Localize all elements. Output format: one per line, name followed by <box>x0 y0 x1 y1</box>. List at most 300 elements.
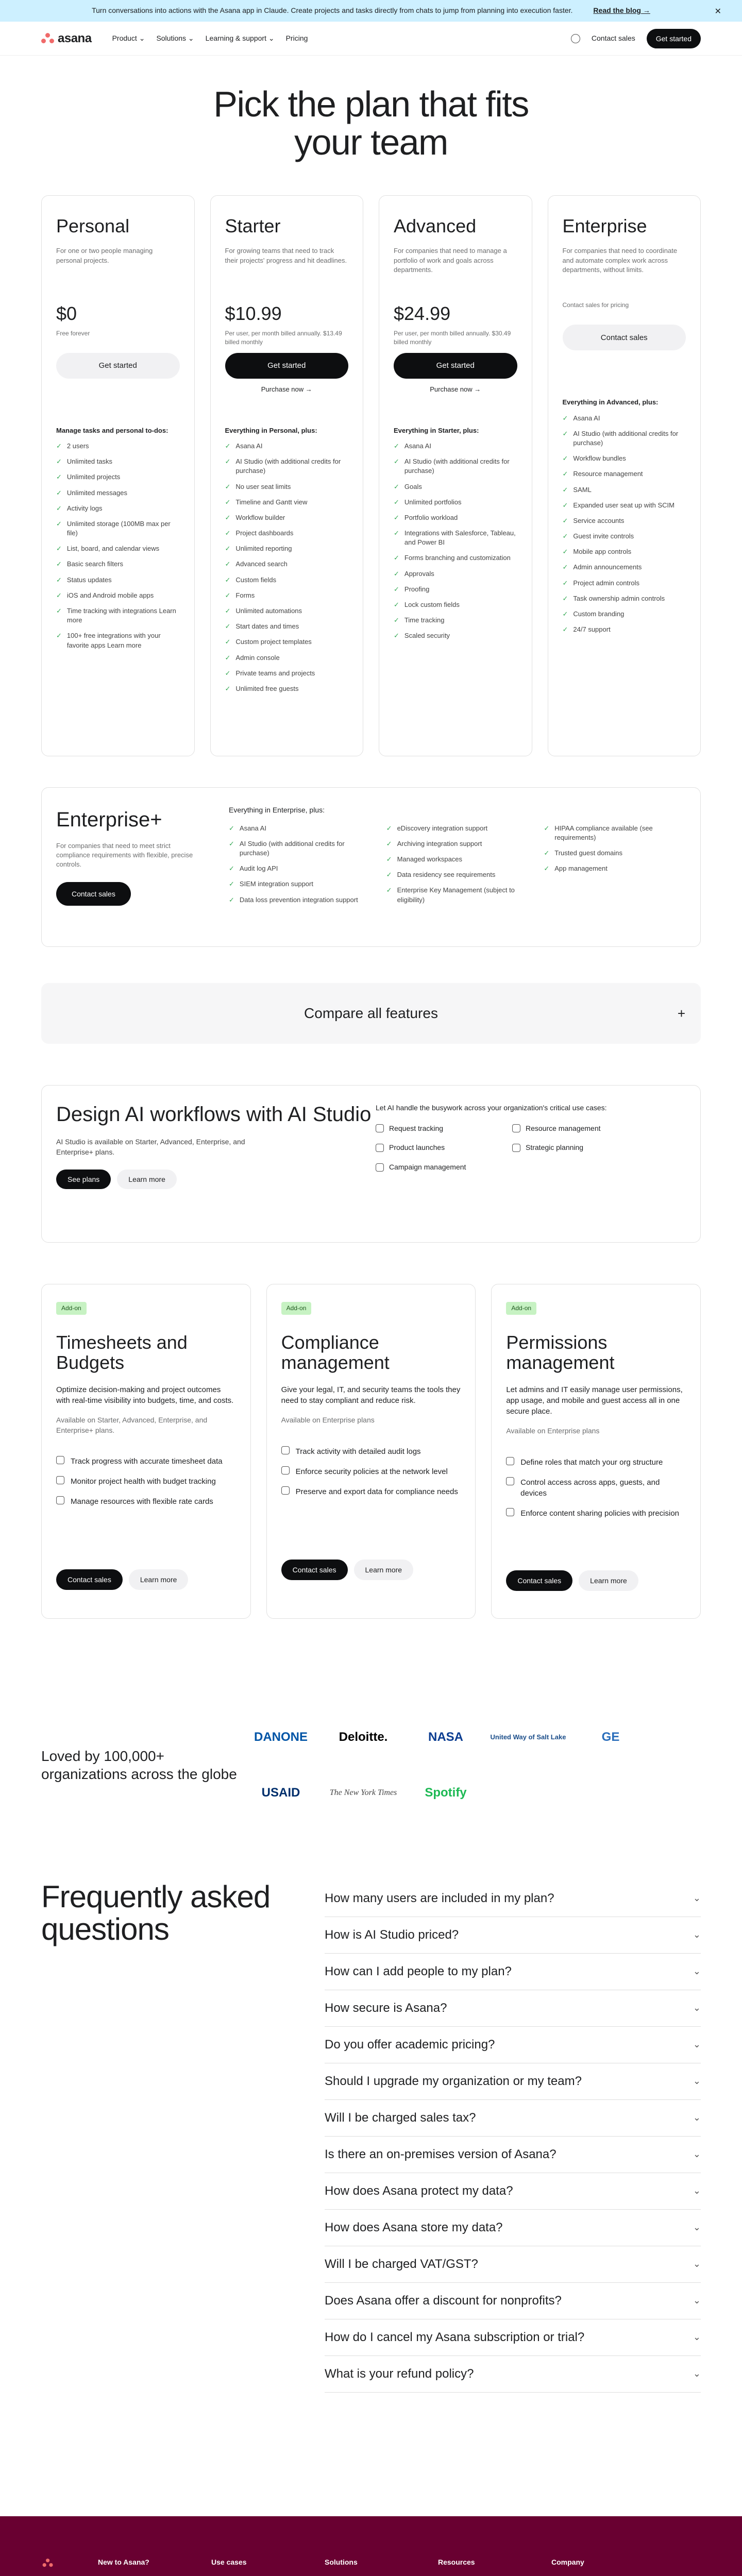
plan-feature <box>56 606 180 625</box>
feature-icon <box>506 1477 514 1485</box>
plan-feature <box>56 560 180 569</box>
addon-desc: Optimize decision-making and project outcomes with real-time visibility into budgets, time, and costs. <box>56 1385 234 1405</box>
plan-feature <box>563 516 686 526</box>
plan-feature <box>563 547 686 556</box>
chevron-down-icon: ⌄ <box>693 2259 701 2269</box>
plan-feature-label: Unlimited free guests <box>235 684 299 692</box>
addon-feature <box>506 1477 686 1499</box>
enterprise-plus-col1 <box>229 824 371 911</box>
faq-question: How many users are included in my plan? <box>325 1891 554 1906</box>
plan-feature <box>225 560 349 569</box>
plan-feature <box>563 485 686 495</box>
feature-icon <box>281 1446 290 1454</box>
check-icon: ✓ <box>225 545 231 553</box>
top-nav <box>0 22 742 56</box>
logo-text: asana <box>58 31 92 45</box>
addon-card <box>491 1284 701 1619</box>
plan-feature <box>225 669 349 678</box>
faq-item[interactable] <box>325 2210 701 2246</box>
check-icon: ✓ <box>225 482 231 490</box>
faq-question: Is there an on-premises version of Asana? <box>325 2147 556 2162</box>
plan-feature-label: Unlimited tasks <box>66 457 113 466</box>
check-icon: ✓ <box>562 470 568 478</box>
customer-logo: USAID <box>261 1786 300 1800</box>
ep-feature <box>229 879 371 889</box>
plan-feature <box>563 454 686 463</box>
addon-tag: Add-on <box>506 1302 536 1315</box>
addon-feature-label: Define roles that match your org structure <box>520 1458 663 1467</box>
plan-feature <box>225 591 349 600</box>
plan-feature-label: Guest invite controls <box>573 532 634 540</box>
plan-feature-label: Goals <box>404 482 422 490</box>
check-icon: ✓ <box>225 457 231 466</box>
check-icon: ✓ <box>394 554 399 562</box>
check-icon: ✓ <box>386 886 392 894</box>
plan-feature-label: Project dashboards <box>235 529 294 537</box>
plan-feature <box>225 544 349 553</box>
check-icon: ✓ <box>56 575 62 584</box>
faq-item[interactable] <box>325 2283 701 2319</box>
customer-logo: United Way of Salt Lake <box>490 1733 566 1741</box>
plan-price-note: Free forever <box>56 329 90 337</box>
chevron-down-icon: ⌄ <box>693 2039 701 2050</box>
footer-asana-logo-icon[interactable] <box>43 2558 54 2568</box>
ai-studio-desc: AI Studio is available on Starter, Advanced, Enterprise, and Enterprise+ plans. <box>56 1138 245 1156</box>
compare-label: Compare all features <box>304 1005 438 1022</box>
plan-feature-label: Custom project templates <box>235 638 312 646</box>
plan-feature-title: Everything in Advanced, plus: <box>562 398 659 406</box>
ep-feature-label: Data residency see requirements <box>397 871 496 879</box>
plan-feature-label: AI Studio (with additional credits for purchase) <box>235 457 341 475</box>
ep-feature <box>386 855 529 864</box>
check-icon: ✓ <box>225 684 231 692</box>
plan-feature <box>225 529 349 538</box>
check-icon: ✓ <box>562 594 568 602</box>
check-icon: ✓ <box>562 485 568 494</box>
plan-feature-label: Asana AI <box>235 442 263 450</box>
enterprise-plus-card <box>41 787 701 947</box>
ep-feature <box>386 886 529 904</box>
faq-item[interactable] <box>325 2356 701 2393</box>
check-icon: ✓ <box>394 457 399 466</box>
plan-feature-label: Forms <box>235 591 255 599</box>
check-icon: ✓ <box>225 575 231 584</box>
customer-logo: Deloitte. <box>339 1730 388 1744</box>
purchase-now-link <box>56 385 180 395</box>
ep-feature <box>229 895 371 905</box>
asana-dots-icon <box>41 33 55 44</box>
addon-feature <box>281 1446 461 1457</box>
faq-item[interactable] <box>325 2137 701 2173</box>
chevron-down-icon: ⌄ <box>693 2368 701 2379</box>
plan-feature-title: Everything in Starter, plus: <box>394 426 479 434</box>
plan-desc: For one or two people managing personal projects. <box>56 247 153 264</box>
plan-feature-label: iOS and Android mobile apps <box>66 591 154 599</box>
faq-item[interactable] <box>325 2027 701 2063</box>
usecase-icon <box>376 1144 384 1152</box>
purchase-now-link[interactable]: Purchase now → <box>430 385 481 393</box>
plan-price: $0 <box>56 303 77 325</box>
addon-availability: Available on Enterprise plans <box>281 1415 375 1424</box>
check-icon: ✓ <box>56 545 62 553</box>
ai-studio-card <box>41 1085 701 1243</box>
plan-feature-label: Timeline and Gantt view <box>235 498 308 506</box>
usecase-icon <box>376 1163 384 1172</box>
check-icon: ✓ <box>394 482 399 490</box>
faq-list <box>325 1880 701 2393</box>
faq-item[interactable] <box>325 2100 701 2137</box>
plan-cta-button[interactable]: Get started <box>56 353 180 379</box>
faq-item[interactable] <box>325 1917 701 1954</box>
plan-card-enterprise <box>548 195 701 756</box>
addon-title: Permissions management <box>506 1331 615 1374</box>
enterprise-plus-col3 <box>544 824 686 911</box>
addon-availability: Available on Enterprise plans <box>506 1426 600 1435</box>
compare-features-toggle[interactable] <box>41 983 701 1044</box>
plan-feature-label: Scaled security <box>404 632 450 640</box>
globe-icon[interactable] <box>571 34 580 43</box>
check-icon: ✓ <box>56 632 62 640</box>
plan-feature <box>563 579 686 588</box>
plan-feature-label: Admin console <box>235 653 280 662</box>
enterprise-plus-contact-button[interactable]: Contact sales <box>56 882 131 906</box>
faq-item[interactable] <box>325 1954 701 1990</box>
plan-feature <box>225 606 349 616</box>
plan-feature-label: Status updates <box>66 575 112 584</box>
check-icon: ✓ <box>56 473 62 481</box>
usecase-item <box>512 1124 633 1134</box>
faq-section <box>0 1880 742 2393</box>
plan-feature <box>56 631 180 650</box>
faq-question: Will I be charged sales tax? <box>325 2111 476 2125</box>
plan-feature-label: Admin announcements <box>573 563 642 571</box>
nav-contact-sales[interactable]: Contact sales <box>591 33 635 42</box>
chevron-down-icon: ⌄ <box>693 2112 701 2123</box>
check-icon: ✓ <box>562 454 568 463</box>
check-icon: ✓ <box>225 622 231 631</box>
plan-feature <box>394 513 517 522</box>
plan-feature <box>225 575 349 585</box>
plan-feature <box>394 529 517 547</box>
check-icon: ✓ <box>394 585 399 593</box>
ep-feature <box>544 824 686 842</box>
ep-feature-label: Data loss prevention integration support <box>239 895 358 904</box>
plan-feature-label: SAML <box>573 485 592 494</box>
banner-link[interactable]: Read the blog → <box>593 6 650 15</box>
nav-solutions[interactable]: Solutions ⌄ <box>156 33 194 42</box>
addon-title: Timesheets and Budgets <box>56 1331 188 1374</box>
ai-learn-more-button[interactable]: Learn more <box>117 1170 177 1189</box>
plan-feature <box>56 519 180 538</box>
ep-feature-label: App management <box>554 865 608 873</box>
faq-item[interactable] <box>325 2063 701 2100</box>
faq-question: How do I cancel my Asana subscription or trial? <box>325 2330 585 2345</box>
check-icon: ✓ <box>544 849 550 857</box>
addon-feature <box>281 1486 461 1497</box>
ep-feature-label: Audit log API <box>239 865 278 873</box>
check-icon: ✓ <box>56 591 62 599</box>
plan-feature-label: Portfolio workload <box>404 513 458 521</box>
ep-feature-label: Enterprise Key Management (subject to eligibility) <box>397 886 515 904</box>
addon-feature-label: Manage resources with flexible rate cards <box>71 1497 213 1506</box>
faq-item[interactable] <box>325 1990 701 2027</box>
faq-item[interactable] <box>325 2319 701 2356</box>
addon-feature <box>56 1496 236 1507</box>
customer-logo: NASA <box>428 1730 463 1744</box>
addon-contact-button[interactable]: Contact sales <box>281 1560 348 1580</box>
plan-feature <box>394 585 517 594</box>
addon-feature-label: Control access across apps, guests, and devices <box>520 1478 660 1498</box>
check-icon: ✓ <box>394 569 399 578</box>
addon-contact-button[interactable]: Contact sales <box>506 1570 572 1591</box>
feature-icon <box>281 1466 290 1475</box>
plan-cta-button[interactable]: Contact sales <box>563 325 686 350</box>
check-icon: ✓ <box>56 560 62 568</box>
plan-name: Enterprise <box>562 215 647 236</box>
check-icon: ✓ <box>394 632 399 640</box>
ep-feature-label: Archiving integration support <box>397 839 482 848</box>
footer-column-heading: New to Asana? <box>98 2558 149 2566</box>
plan-feature <box>563 532 686 541</box>
footer-column-heading: Solutions <box>325 2558 358 2566</box>
chevron-down-icon: ⌄ <box>693 2003 701 2013</box>
plan-feature <box>563 625 686 634</box>
plan-feature-label: 2 users <box>66 442 89 450</box>
faq-item[interactable] <box>325 1880 701 1917</box>
nav-get-started-button[interactable]: Get started <box>647 29 701 48</box>
plan-feature-label: Asana AI <box>573 414 600 422</box>
ep-feature-label: SIEM integration support <box>239 880 313 888</box>
chevron-down-icon: ⌄ <box>693 2295 701 2306</box>
logo-grid <box>240 1722 652 1808</box>
plan-feature <box>563 469 686 479</box>
plan-feature-label: Workflow builder <box>235 513 285 521</box>
check-icon: ✓ <box>225 513 231 521</box>
check-icon: ✓ <box>229 895 234 904</box>
ep-feature-label: HIPAA compliance available (see requirements) <box>554 824 653 841</box>
addon-learn-more-button[interactable]: Learn more <box>129 1569 189 1590</box>
plan-feature-title: Manage tasks and personal to-dos: <box>56 426 168 434</box>
check-icon: ✓ <box>229 865 234 873</box>
plan-feature-label: Unlimited automations <box>235 607 302 615</box>
plan-feature-label: Forms branching and customization <box>404 554 511 562</box>
check-icon: ✓ <box>225 638 231 646</box>
plan-feature <box>394 569 517 579</box>
asana-logo[interactable] <box>41 30 92 47</box>
plan-name: Advanced <box>394 215 477 236</box>
usecase-label: Resource management <box>526 1124 601 1132</box>
check-icon: ✓ <box>394 616 399 624</box>
faq-question: Does Asana offer a discount for nonprofits? <box>325 2294 562 2308</box>
check-icon: ✓ <box>229 880 234 888</box>
check-icon: ✓ <box>394 513 399 521</box>
see-plans-button[interactable]: See plans <box>56 1170 111 1189</box>
check-icon: ✓ <box>394 529 399 537</box>
addon-feature-label: Track activity with detailed audit logs <box>295 1447 421 1456</box>
plan-desc: For companies that need to manage a portfolio of work and goals across departments. <box>394 247 507 274</box>
plan-desc: For growing teams that need to track their projects' progress and hit deadlines. <box>225 247 347 264</box>
footer-column <box>325 2557 438 2576</box>
plan-feature <box>394 600 517 609</box>
ep-feature-label: AI Studio (with additional credits for purchase) <box>239 839 345 857</box>
check-icon: ✓ <box>562 579 568 587</box>
chevron-down-icon: ⌄ <box>693 1893 701 1904</box>
plan-feature-label: Unlimited messages <box>66 488 127 497</box>
usecase-label: Strategic planning <box>526 1143 584 1152</box>
chevron-down-icon: ⌄ <box>693 1929 701 1940</box>
addon-title: Compliance management <box>281 1331 390 1374</box>
check-icon: ✓ <box>562 429 568 437</box>
close-icon[interactable]: ✕ <box>714 7 721 16</box>
feature-icon <box>281 1486 290 1495</box>
addon-learn-more-button[interactable]: Learn more <box>354 1560 414 1580</box>
footer-column <box>98 2557 211 2576</box>
plan-name: Personal <box>56 215 130 236</box>
ep-feature <box>386 870 529 879</box>
chevron-down-icon: ⌄ <box>693 2185 701 2196</box>
plan-feature-label: Time tracking with integrations Learn more <box>66 607 176 624</box>
plan-feature-label: No user seat limits <box>235 482 291 490</box>
check-icon: ✓ <box>225 442 231 450</box>
plan-card-advanced <box>379 195 532 756</box>
plan-feature <box>225 622 349 631</box>
plan-card-starter <box>210 195 364 756</box>
plan-feature-label: Approvals <box>404 569 434 578</box>
enterprise-plus-desc: For companies that need to meet strict compliance requirements with flexible, precise controls. <box>56 842 193 869</box>
plan-feature <box>563 429 686 448</box>
purchase-now-link[interactable]: Purchase now → <box>261 385 312 393</box>
faq-title: Frequently asked questions <box>41 1879 271 1946</box>
addon-tag: Add-on <box>56 1302 87 1315</box>
plan-feature-label: Activity logs <box>66 504 103 512</box>
nav-pricing[interactable]: Pricing <box>285 33 308 42</box>
plan-feature-label: Mobile app controls <box>573 548 632 556</box>
plan-cta-button[interactable]: Get started <box>225 353 349 379</box>
addon-learn-more-button[interactable]: Learn more <box>579 1570 638 1591</box>
plan-feature <box>225 684 349 693</box>
plan-price-note: Per user, per month billed annually. $13.49 billed monthly <box>225 329 342 346</box>
plan-feature <box>225 482 349 492</box>
plan-feature-label: Workflow bundles <box>573 454 626 463</box>
ep-feature <box>386 824 529 833</box>
usecase-label: Campaign management <box>389 1162 466 1171</box>
usecase-label: Product launches <box>389 1143 445 1152</box>
plan-feature-label: Custom branding <box>573 610 625 618</box>
plan-feature <box>563 594 686 603</box>
check-icon: ✓ <box>562 548 568 556</box>
check-icon: ✓ <box>562 532 568 540</box>
faq-question: How can I add people to my plan? <box>325 1964 512 1979</box>
plan-feature <box>225 498 349 507</box>
customer-logo: GE <box>601 1730 620 1744</box>
plan-feature-label: Integrations with Salesforce, Tableau, and Power BI <box>404 529 516 547</box>
feature-icon <box>56 1456 64 1464</box>
check-icon: ✓ <box>56 457 62 466</box>
check-icon: ✓ <box>394 442 399 450</box>
banner-text: Turn conversations into actions with the Asana app in Claude. Create projects and tasks directly from chats to jump from planning into execution faster. <box>92 6 573 15</box>
faq-question: What is your refund policy? <box>325 2367 474 2381</box>
nav-product[interactable]: Product ⌄ <box>112 33 145 42</box>
plan-feature-label: AI Studio (with additional credits for purchase) <box>404 457 510 475</box>
ep-feature-label: eDiscovery integration support <box>397 824 488 832</box>
ep-feature <box>386 839 529 849</box>
check-icon: ✓ <box>225 498 231 506</box>
plan-feature <box>56 488 180 498</box>
plan-feature-label: Unlimited projects <box>66 473 121 481</box>
plan-feature-label: Service accounts <box>573 516 625 524</box>
plan-feature <box>56 575 180 585</box>
enterprise-plus-title: Enterprise+ <box>56 808 162 831</box>
plan-feature <box>563 609 686 619</box>
addon-desc: Let admins and IT easily manage user permissions, app usage, and mobile and guest access all in one secure place. <box>506 1385 683 1416</box>
usecase-item <box>512 1143 633 1153</box>
check-icon: ✓ <box>562 610 568 618</box>
customer-logos-section <box>0 1722 742 1808</box>
addon-feature <box>56 1456 236 1467</box>
feature-icon <box>506 1457 514 1465</box>
plan-feature-label: 100+ free integrations with your favorite apps Learn more <box>66 632 161 649</box>
plan-feature <box>225 513 349 522</box>
faq-item[interactable] <box>325 2173 701 2210</box>
plan-feature-label: Expanded user seat up with SCIM <box>573 501 674 509</box>
plans-grid <box>0 195 742 756</box>
plan-feature <box>394 498 517 507</box>
ep-feature <box>229 839 371 858</box>
faq-question: Will I be charged VAT/GST? <box>325 2257 478 2272</box>
addon-feature <box>56 1476 236 1487</box>
plan-price: $24.99 <box>394 303 451 325</box>
plan-feature-label: Custom fields <box>235 575 277 584</box>
footer-column-heading: Use cases <box>211 2558 247 2566</box>
plan-feature <box>56 442 180 451</box>
ep-feature <box>544 864 686 873</box>
faq-question: Should I upgrade my organization or my team? <box>325 2074 582 2089</box>
footer-column-heading: Resources <box>438 2558 475 2566</box>
usecase-icon <box>512 1144 520 1152</box>
nav-learning[interactable]: Learning & support ⌄ <box>205 33 275 42</box>
plan-feature-label: AI Studio (with additional credits for purchase) <box>573 429 679 447</box>
faq-question: How secure is Asana? <box>325 2001 447 2015</box>
check-icon: ✓ <box>386 824 392 832</box>
addon-contact-button[interactable]: Contact sales <box>56 1569 123 1590</box>
ai-studio-title: Design AI workflows with AI Studio <box>56 1103 372 1126</box>
faq-item[interactable] <box>325 2246 701 2283</box>
customer-logo: Spotify <box>425 1786 467 1800</box>
plan-feature <box>56 591 180 600</box>
plan-price-note: Contact sales for pricing <box>562 301 629 309</box>
plan-card-personal <box>41 195 195 756</box>
plan-feature-label: Private teams and projects <box>235 669 315 677</box>
plan-feature <box>563 414 686 423</box>
addon-feature <box>506 1457 686 1468</box>
check-icon: ✓ <box>229 839 234 848</box>
loved-title: Loved by 100,000+ organizations across the globe <box>41 1748 237 1782</box>
plan-cta-button[interactable]: Get started <box>394 353 517 379</box>
ep-feature <box>229 824 371 833</box>
plan-feature-label: Basic search filters <box>66 560 123 568</box>
plan-feature <box>56 472 180 482</box>
plan-feature-label: List, board, and calendar views <box>66 545 160 553</box>
plan-feature-label: Proofing <box>404 585 430 593</box>
ep-feature-label: Trusted guest domains <box>554 849 623 857</box>
plan-feature-label: Start dates and times <box>235 622 299 631</box>
plan-feature <box>225 653 349 663</box>
ep-feature <box>544 849 686 858</box>
usecase-item <box>376 1124 497 1134</box>
customer-logo: DANONE <box>254 1730 308 1744</box>
plan-feature <box>56 504 180 513</box>
footer-column <box>438 2557 551 2576</box>
